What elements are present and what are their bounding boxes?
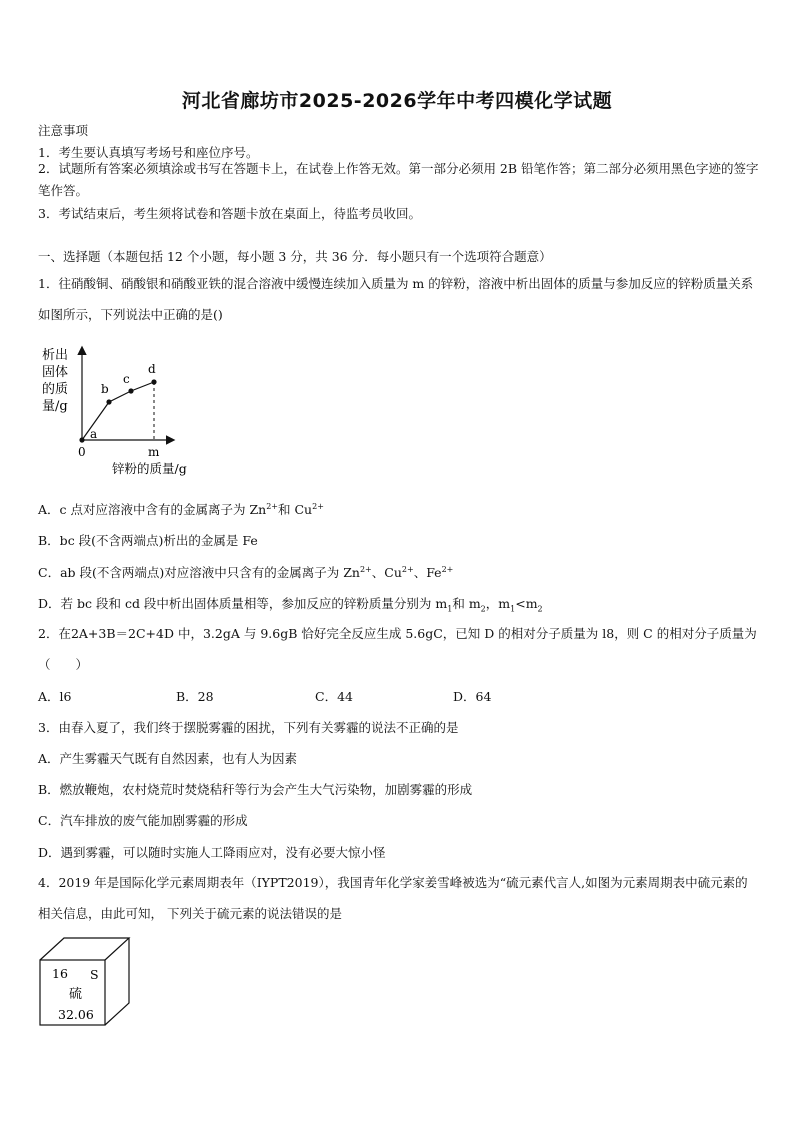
label-d: d <box>148 362 156 376</box>
q2-option-b: B．28 <box>176 689 214 704</box>
q1-option-d: D．若 bc 段和 cd 段中析出固体质量相等，参加反应的锌粉质量分别为 $m_1$和 $m_2$，$m_1<m_2$ <box>38 596 543 614</box>
q2-option-c: C．44 <box>315 689 353 704</box>
q2-option-a: A．l6 <box>38 689 72 704</box>
q1-graph <box>38 340 228 480</box>
label-c: c <box>123 372 130 386</box>
xtick-m: m <box>148 445 160 459</box>
notice-item-1: 1．考生要认真填写考场号和座位序号。 <box>38 145 259 160</box>
q3-option-a: A．产生雾霾天气既有自然因素，也有人为因素 <box>38 751 298 766</box>
element-name: 硫 <box>69 987 83 1002</box>
point-b <box>106 399 111 404</box>
q2-option-d: D．64 <box>453 689 492 704</box>
q3-option-c: C．汽车排放的废气能加剧雾霾的形成 <box>38 813 248 828</box>
q3-option-d: D．遇到雾霾，可以随时实施人工降雨应对，没有必要大惊小怪 <box>38 845 386 860</box>
ylabel-line-1: 析出 <box>42 348 69 363</box>
q1-option-a: A．c 点对应溶液中含有的金属离子为 $Zn^{2+}$和 $Cu^{2+}$ <box>38 501 324 517</box>
ylabel-line-3: 的质 <box>42 382 69 397</box>
notice-item-3: 3．考试结束后，考生须将试卷和答题卡放在桌面上，待监考员收回。 <box>38 206 421 221</box>
q1-option-c: C．ab 段(不含两端点)对应溶液中只含有的金属离子为 $Zn^{2+}$、$Cu^{2+}$、$Fe^{2+}$ <box>38 564 454 580</box>
ylabel-line-2: 固体 <box>42 365 69 380</box>
element-symbol: S <box>90 967 99 982</box>
atomic-number: 16 <box>52 966 68 981</box>
xlabel: 锌粉的质量/g <box>112 461 187 476</box>
q2-stem: 2．在2A+3B＝2C+4D 中，3.2gA 与 9.6gB 恰好完全反应生成 5.6gC，已知 D 的相对分子质量为 l8，则 C 的相对分子质量为（ ） <box>38 626 757 672</box>
atomic-mass: 32.06 <box>58 1007 94 1022</box>
label-b: b <box>101 382 109 396</box>
q3-option-b: B．燃放鞭炮，农村烧荒时焚烧秸秆等行为会产生大气污染物，加剧雾霾的形成 <box>38 782 473 797</box>
point-c <box>128 388 133 393</box>
section-heading: 一、选择题（本题包括 12 个小题，每小题 3 分，共 36 分．每小题只有一个选项符合题意） <box>38 249 552 264</box>
page-title: 河北省廊坊市2025-2026学年中考四模化学试题 <box>181 90 613 112</box>
q3-stem: 3．由春入夏了，我们终于摆脱雾霾的困扰，下列有关雾霾的说法不正确的是 <box>38 720 459 735</box>
q4-stem: 4．2019 年是国际化学元素周期表年（IYPT2019），我国青年化学家姜雪峰被选为“硫元素代言人,如图为元素周期表中硫元素的相关信息，由此可知， 下列关于硫元素的说法错误的是 <box>38 875 748 921</box>
origin-label: 0 <box>78 445 86 459</box>
notice-heading: 注意事项 <box>38 123 89 138</box>
q1-stem: 1．往硝酸铜、硝酸银和硝酸亚铁的混合溶液中缓慢连续加入质量为 m 的锌粉，溶液中析出固体的质量与参加反应的锌粉质量关系如图所示，下列说法中正确的是() <box>38 276 754 322</box>
point-d <box>151 379 156 384</box>
point-a <box>79 437 84 442</box>
label-a: a <box>90 427 98 441</box>
q1-option-b: B．bc 段(不含两端点)析出的金属是 Fe <box>38 533 258 548</box>
ylabel-line-4: 量/g <box>42 399 68 414</box>
element-card-sulfur <box>38 935 148 1030</box>
notice-item-2: 2．试题所有答案必须填涂或书写在答题卡上，在试卷上作答无效。第一部分必须用 2B 铅笔作答；第二部分必须用黑色字迹的签字笔作答。 <box>38 161 759 198</box>
